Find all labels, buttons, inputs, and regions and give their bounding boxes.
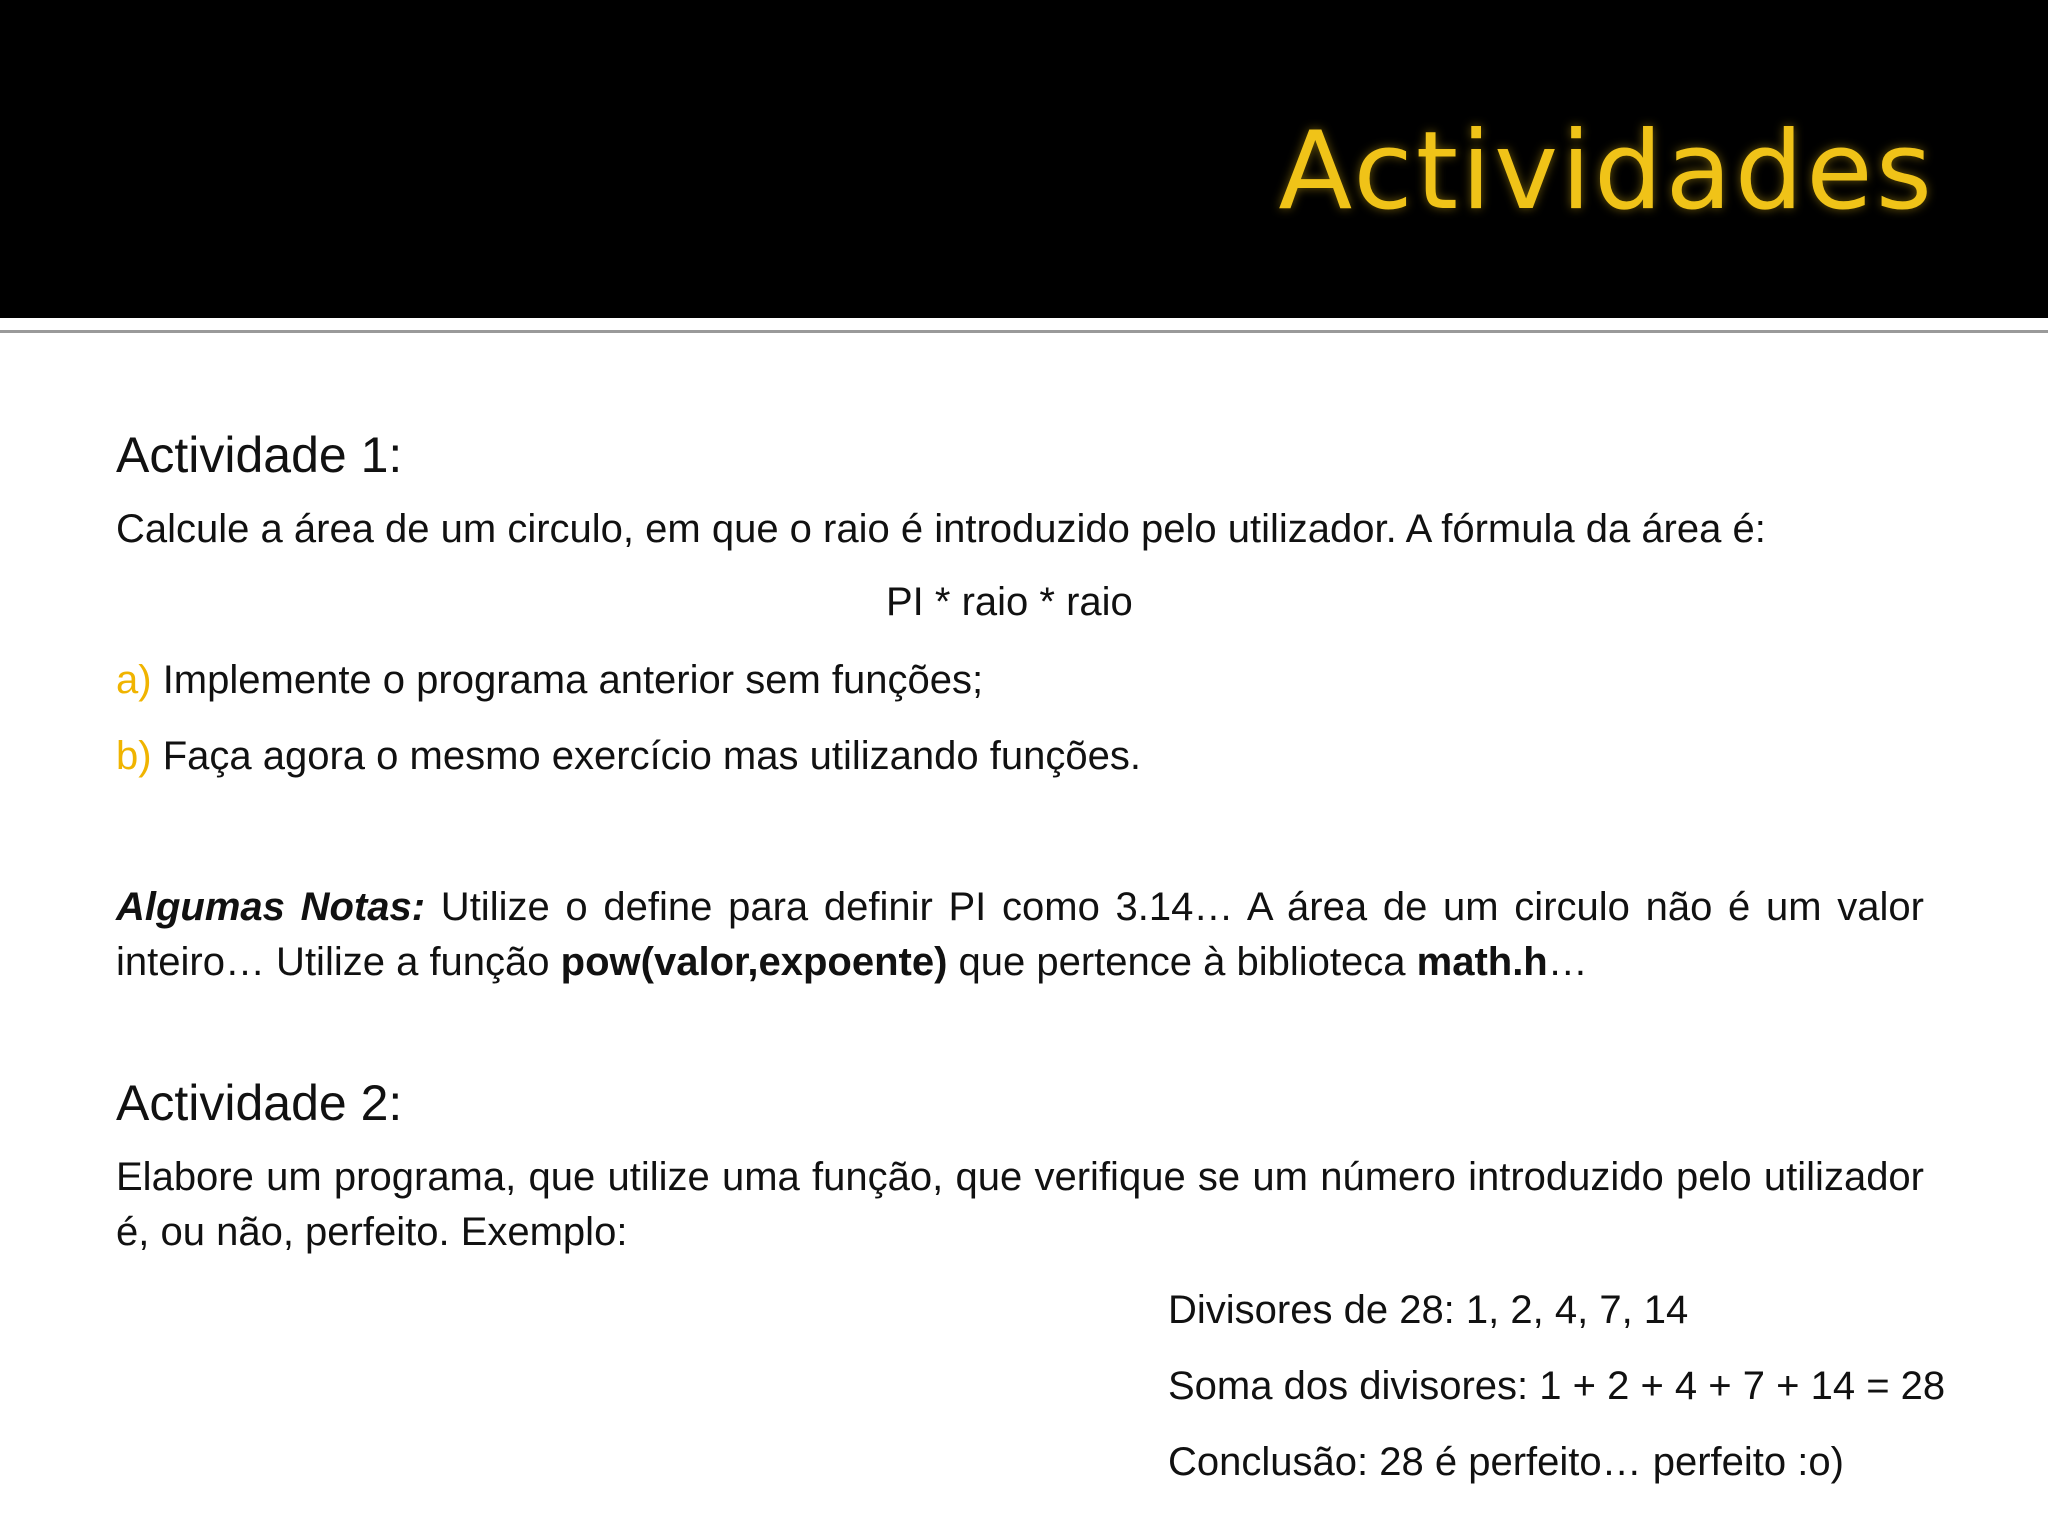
activity-2-description: Elabore um programa, que utilize uma função, que verifique se um número introduzido pelo utilizador é, ou não, perfeito. Exemplo: (116, 1155, 1924, 1254)
notes-text-3: … (1547, 940, 1588, 984)
example-sum: Soma dos divisores: 1 + 2 + 4 + 7 + 14 = 28 (1168, 1364, 1946, 1408)
activity-1-item-a (116, 660, 983, 700)
math-library: math.h (1416, 940, 1548, 984)
notes-label: Algumas Notas: (116, 885, 426, 929)
notes-text-2: que pertence à biblioteca (947, 940, 1417, 984)
notes-paragraph (116, 880, 1924, 990)
item-a-marker: a) (116, 658, 152, 702)
activity-1-item-b (116, 736, 1141, 776)
item-b-text: Faça agora o mesmo exercício mas utilizando funções. (151, 734, 1141, 778)
example-divisors: Divisores de 28: 1, 2, 4, 7, 14 (1168, 1288, 1689, 1332)
activity-2-heading: Actividade 2: (116, 1075, 403, 1131)
item-b-marker: b) (116, 734, 152, 778)
pow-function: pow(valor,expoente) (560, 940, 948, 984)
item-a-text: Implemente o programa anterior sem funções; (151, 658, 984, 702)
activity-1-description: Calcule a área de um circulo, em que o raio é introduzido pelo utilizador. A fórmula da área é: (116, 507, 1766, 551)
notes-text-1: Utilize o define para definir PI como 3.14… A área de um circulo não é um valor inteiro… Utilize a função (116, 885, 1924, 984)
area-formula: PI * raio * raio (886, 580, 1133, 624)
title-bar (0, 0, 2048, 318)
activity-1-heading: Actividade 1: (116, 427, 403, 483)
title-divider (0, 330, 2048, 333)
slide-title: Actividades (1278, 109, 1935, 234)
example-conclusion: Conclusão: 28 é perfeito… perfeito :o) (1168, 1440, 1844, 1484)
